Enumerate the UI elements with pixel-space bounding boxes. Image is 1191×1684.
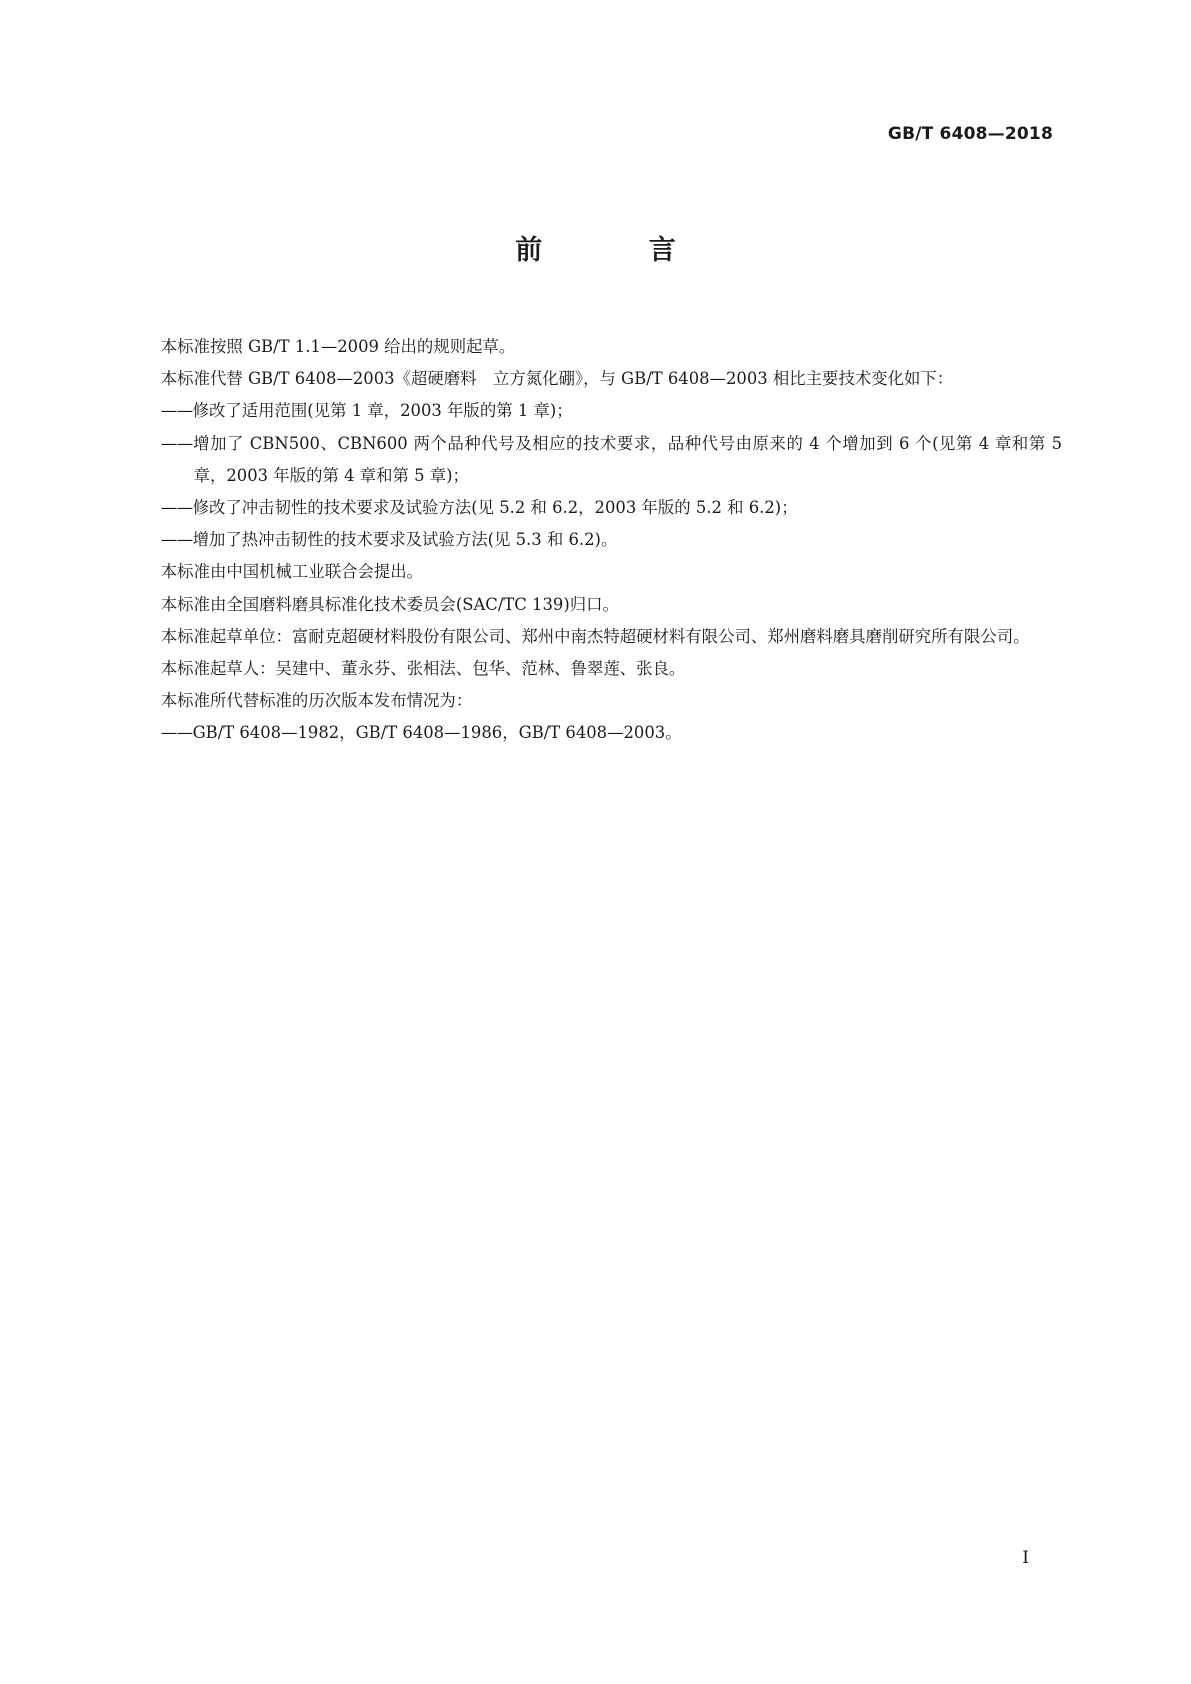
dash-marker: ——: [160, 401, 193, 421]
change-item-text: 增加了热冲击韧性的技术要求及试验方法(见 5.3 和 6.2)。: [192, 530, 618, 550]
paragraph-drafters: 本标准起草人：吴建中、董永芬、张相法、包华、范林、鲁翠莲、张良。: [160, 659, 686, 679]
paragraph-technical-committee: 本标准由全国磨料磨具标准化技术委员会(SAC/TC 139)归口。: [160, 594, 619, 614]
paragraph-history-intro: 本标准所代替标准的历次版本发布情况为：: [160, 691, 473, 711]
dash-marker: ——: [160, 433, 193, 453]
paragraph-replacement: 本标准代替 GB/T 6408—2003《超硬磨料 立方氮化硼》，与 GB/T 6408—2003 相比主要技术变化如下：: [160, 369, 954, 389]
paragraph-proposer: 本标准由中国机械工业联合会提出。: [160, 562, 424, 582]
change-item-text: 修改了冲击韧性的技术要求及试验方法(见 5.2 和 6.2，2003 年版的 5.2 和 6.2)；: [192, 498, 798, 518]
paragraph-drafting-rules: 本标准按照 GB/T 1.1—2009 给出的规则起草。: [160, 337, 516, 356]
dash-marker: ——: [160, 498, 193, 518]
dash-marker: ——: [160, 530, 193, 550]
foreword-body: [128, 331, 1062, 750]
dash-marker: ——: [160, 723, 193, 743]
page-title: 前 言: [515, 235, 725, 266]
change-item-scope: [128, 395, 1062, 427]
change-item-text: 修改了适用范围(见第 1 章，2003 年版的第 1 章)；: [192, 401, 573, 421]
page-number: Ⅰ: [1022, 1548, 1029, 1568]
standard-code: GB/T 6408—2018: [887, 124, 1053, 144]
history-item: [128, 717, 1062, 749]
paragraph-drafting-organizations: 本标准起草单位：富耐克超硬材料股份有限公司、郑州中南杰特超硬材料有限公司、郑州磨料磨具磨削研究所有限公司。: [160, 626, 1030, 646]
change-item-text: 增加了 CBN500、CBN600 两个品种代号及相应的技术要求，品种代号由原来的 4 个增加到 6 个(见第 4 章和第 5 章，2003 年版的第 4 章和第 5 章)；: [192, 433, 1062, 485]
change-item-impact-toughness: [128, 492, 1062, 524]
change-item-variety-codes: [128, 428, 1062, 492]
change-item-thermal-impact: [128, 524, 1062, 556]
history-item-text: GB/T 6408—1982，GB/T 6408—1986，GB/T 6408—2003。: [192, 723, 682, 743]
